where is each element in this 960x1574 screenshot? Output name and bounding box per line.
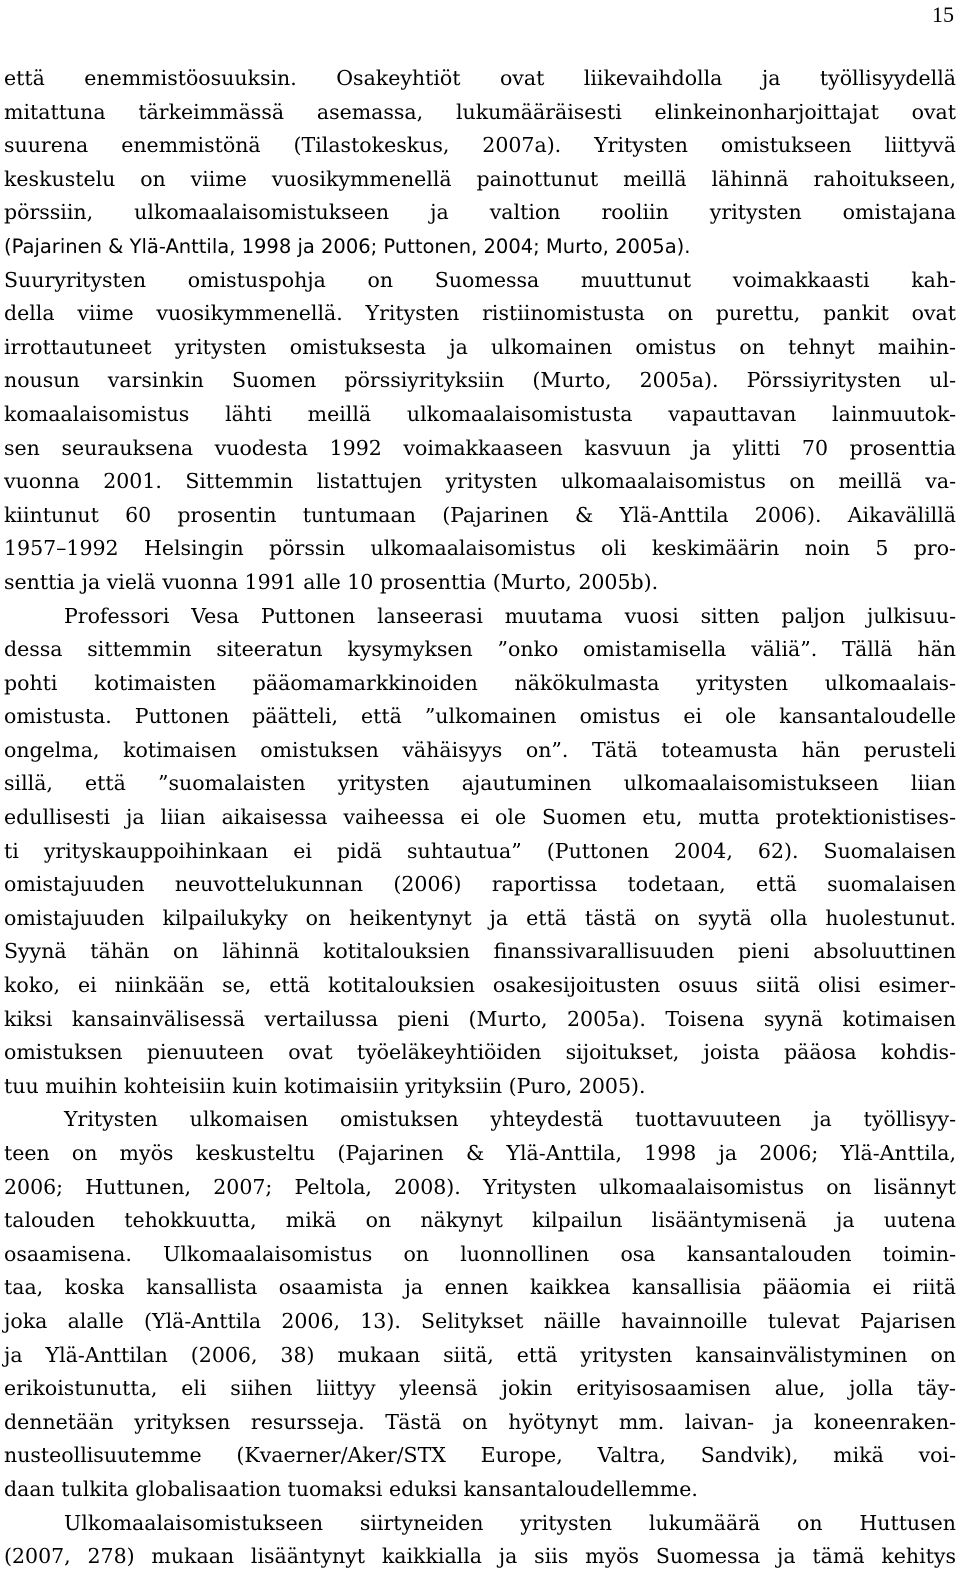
text-line: talouden tehokkuutta, mikä on näkynyt kilpailun lisääntymisenä ja uutena <box>4 1208 956 1233</box>
text-line: sen seurauksena vuodesta 1992 voimakkaaseen kasvuun ja ylitti 70 prosenttia <box>4 435 956 460</box>
text-line: koko, ei niinkään se, että kotitalouksien osakesijoitusten osuus siitä olisi esimer- <box>4 973 956 998</box>
text-line: ti yrityskauppoihinkaan ei pidä suhtautua” (Puttonen 2004, 62). Suomalaisen <box>4 838 956 863</box>
text-line: omistajuuden neuvottelukunnan (2006) raportissa todetaan, että suomalaisen <box>4 872 956 897</box>
text-line: teen on myös keskusteltu (Pajarinen & Ylä-Anttila, 1998 ja 2006; Ylä-Anttila, <box>4 1141 956 1165</box>
text-line: 2006; Huttunen, 2007; Peltola, 2008). Yritysten ulkomaalaisomistus on lisännyt <box>4 1174 956 1199</box>
text-line: vuonna 2001. Sittemmin listattujen yritysten ulkomaalaisomistus on meillä va- <box>4 469 956 494</box>
text-line: Ulkomaalaisomistukseen siirtyneiden yritysten lukumäärä on Huttusen <box>64 1510 956 1535</box>
text-line: (Pajarinen & Ylä-Anttila, 1998 ja 2006; Puttonen, 2004; Murto, 2005a). <box>4 234 691 258</box>
text-line: (2007, 278) mukaan lisääntynyt kaikkialla ja siis myös Suomessa ja tämä kehitys <box>4 1544 956 1569</box>
text-line: della viime vuosikymmenellä. Yritysten ristiinomistusta on purettu, pankit ovat <box>4 301 956 326</box>
text-line: omistajuuden kilpailukyky on heikentynyt ja että tästä on syytä olla huolestunut. <box>4 905 956 930</box>
text-line: komaalaisomistus lähti meillä ulkomaalaisomistusta vapauttavan lainmuutok- <box>4 401 956 426</box>
text-line: Suuryritysten omistuspohja on Suomessa muuttunut voimakkaasti kah- <box>4 267 956 292</box>
body-text <box>4 62 956 1574</box>
text-line: edullisesti ja liian aikaisessa vaiheessa ei ole Suomen etu, mutta protektionistises- <box>4 805 956 830</box>
text-line: keskustelu on viime vuosikymmenellä painottunut meillä lähinnä rahoitukseen, <box>4 166 956 191</box>
text-line: Syynä tähän on lähinnä kotitalouksien finanssivarallisuuden pieni absoluuttinen <box>4 939 956 964</box>
text-line: että enemmistöosuuksin. Osakeyhtiöt ovat liikevaihdolla ja työllisyydellä <box>4 66 956 90</box>
text-line: dessa sittemmin siteeratun kysymyksen ”onko omistamisella väliä”. Tällä hän <box>4 637 956 662</box>
text-line: nousun varsinkin Suomen pörssiyrityksiin (Murto, 2005a). Pörssiyritysten ul- <box>4 368 956 393</box>
text-line: joka alalle (Ylä-Anttila 2006, 13). Selitykset näille havainnoille tulevat Pajarisen <box>4 1308 956 1333</box>
text-line: Professori Vesa Puttonen lanseerasi muutama vuosi sitten paljon julkisuu- <box>64 603 956 628</box>
text-line: erikoistunutta, eli siihen liittyy yleensä jokin erityisosaamisen alue, jolla täy- <box>4 1376 956 1401</box>
text-line: suurena enemmistönä (Tilastokeskus, 2007a). Yritysten omistukseen liittyvä <box>4 133 956 158</box>
text-line: pohti kotimaisten pääomamarkkinoiden näkökulmasta yritysten ulkomaalais- <box>4 670 956 695</box>
text-line: omistuksen pienuuteen ovat työeläkeyhtiöiden sijoitukset, joista pääosa kohdis- <box>4 1040 956 1065</box>
page-number: 15 <box>932 2 954 27</box>
text-line: tuu muihin kohteisiin kuin kotimaisiin yrityksiin (Puro, 2005). <box>4 1073 646 1098</box>
text-line: taa, koska kansallista osaamista ja ennen kaikkea kansallisia pääomia ei riitä <box>4 1275 956 1300</box>
text-line: osaamisena. Ulkomaalaisomistus on luonnollinen osa kansantalouden toimin- <box>4 1241 956 1266</box>
text-line: Yritysten ulkomaisen omistuksen yhteydestä tuottavuuteen ja työllisyy- <box>64 1107 956 1132</box>
text-line: mitattuna tärkeimmässä asemassa, lukumääräisesti elinkeinonharjoittajat ovat <box>4 99 956 124</box>
text-line: nusteollisuutemme (Kvaerner/Aker/STX Europe, Valtra, Sandvik), mikä voi- <box>4 1443 956 1468</box>
text-line: daan tulkita globalisaation tuomaksi eduksi kansantaloudellemme. <box>4 1476 698 1501</box>
text-line: ongelma, kotimaisen omistuksen vähäisyys on”. Tätä toteamusta hän perusteli <box>4 737 956 762</box>
text-line: kiintunut 60 prosentin tuntumaan (Pajarinen & Ylä-Anttila 2006). Aikavälillä <box>4 502 956 527</box>
text-line: kiksi kansainvälisessä vertailussa pieni (Murto, 2005a). Toisena syynä kotimaisen <box>4 1006 956 1031</box>
text-line: sillä, että ”suomalaisten yritysten ajautuminen ulkomaalaisomistukseen liian <box>4 771 956 796</box>
text-line: senttia ja vielä vuonna 1991 alle 10 prosenttia (Murto, 2005b). <box>4 569 659 594</box>
text-line: ja Ylä-Anttilan (2006, 38) mukaan siitä, että yritysten kansainvälistyminen on <box>4 1342 956 1367</box>
text-line: dennetään yrityksen resursseja. Tästä on hyötynyt mm. laivan- ja koneenraken- <box>4 1409 956 1434</box>
text-line: omistusta. Puttonen päätteli, että ”ulkomainen omistus ei ole kansantaloudelle <box>4 704 956 729</box>
text-line: pörssiin, ulkomaalaisomistukseen ja valtion rooliin yritysten omistajana <box>4 200 956 225</box>
text-line: 1957–1992 Helsingin pörssin ulkomaalaisomistus oli keskimäärin noin 5 pro- <box>4 536 956 561</box>
text-line: irrottautuneet yritysten omistuksesta ja ulkomainen omistus on tehnyt maihin- <box>4 334 956 359</box>
